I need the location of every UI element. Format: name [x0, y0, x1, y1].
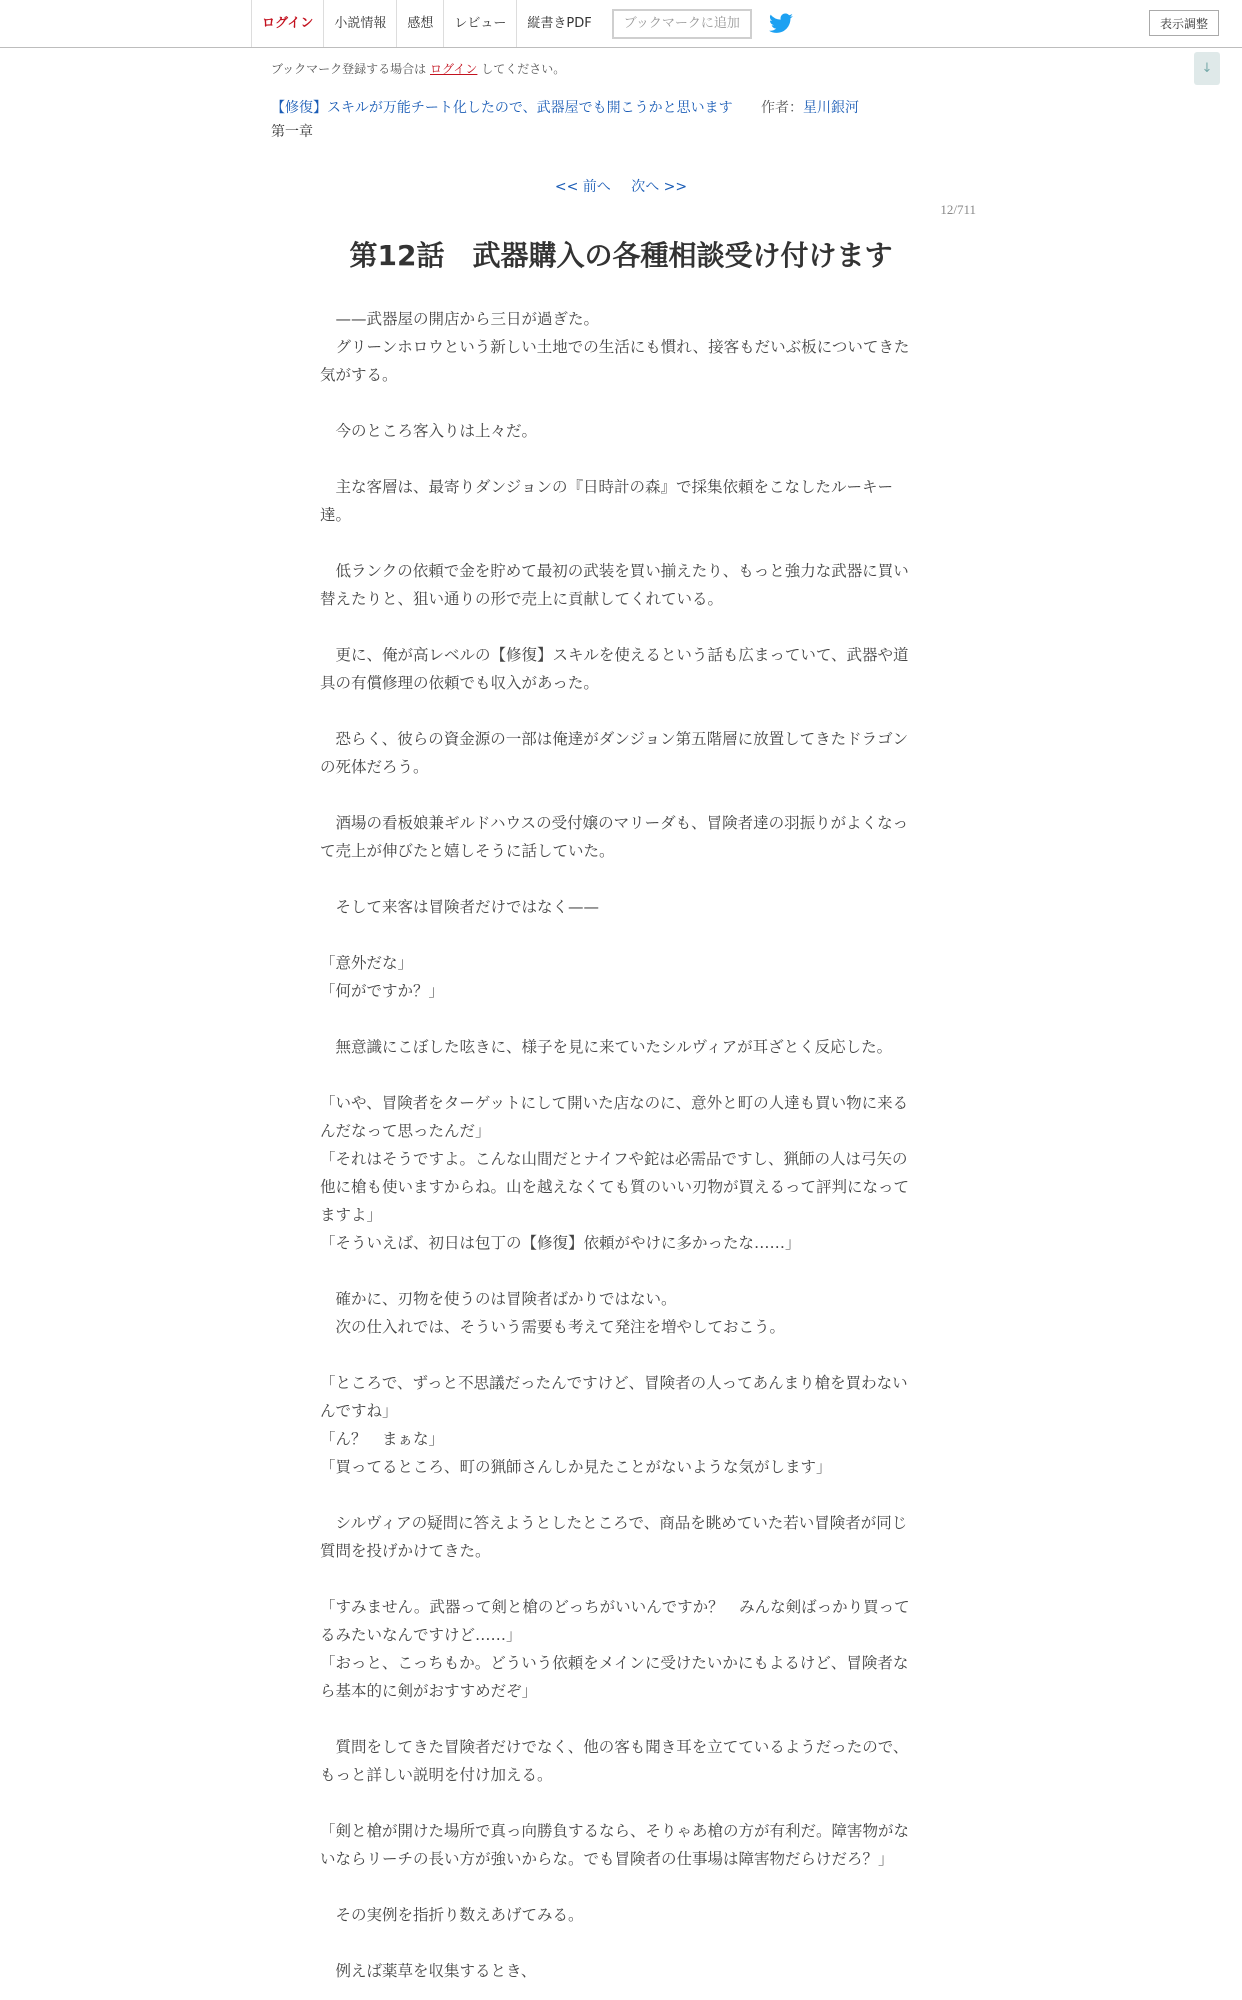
series-title-link[interactable]: 【修復】スキルが万能チート化したので、武器屋でも開こうかと思います [271, 100, 733, 116]
blank-line [320, 1565, 920, 1593]
paragraph: 「ところで、ずっと不思議だったんですけど、冒険者の人ってあんまり槍を買わないんですね」 [320, 1374, 908, 1420]
top-nav-bar [0, 0, 1242, 48]
notice-text-after: してください。 [481, 62, 566, 76]
paragraph: 「そういえば、初日は包丁の【修復】依頼がやけに多かったな……」 [320, 1234, 801, 1252]
paragraph: 質問をしてきた冒険者だけでなく、他の客も聞き耳を立てているようだったので、もっと詳しい説明を付け加える。 [320, 1738, 909, 1784]
paragraph: その実例を指折り数えあげてみる。 [320, 1906, 584, 1924]
paragraph: 次の仕入れでは、そういう需要も考えて発注を増やしておこう。 [320, 1318, 786, 1336]
blank-line [320, 1257, 920, 1285]
blank-line [320, 1929, 920, 1957]
author-label: 作者： [761, 100, 804, 116]
paragraph: 酒場の看板娘兼ギルドハウスの受付嬢のマリーダも、冒険者達の羽振りがよくなって売上が伸びたと嬉しそうに話していた。 [320, 814, 909, 860]
blank-line [320, 1705, 920, 1733]
paragraph: 今のところ客入りは上々だ。 [320, 422, 538, 440]
paragraph: 低ランクの依頼で金を貯めて最初の武装を買い揃えたり、もっと強力な武器に買い替えたりと、狙い通りの形で売上に貢献してくれている。 [320, 562, 909, 608]
paragraph: 「いや、冒険者をターゲットにして開いた店なのに、意外と町の人達も買い物に来るんだなって思ったんだ」 [320, 1094, 909, 1140]
blank-line [320, 1873, 920, 1901]
paragraph: 確かに、刃物を使うのは冒険者ばかりではない。 [320, 1290, 677, 1308]
blank-line [320, 1061, 920, 1089]
impressions-link[interactable]: 感想 [397, 0, 444, 47]
blank-line [320, 865, 920, 893]
paragraph: グリーンホロウという新しい土地での生活にも慣れ、接客もだいぶ板についてきた気がする。 [320, 338, 910, 384]
paragraph: 例えば薬草を収集するとき、 [320, 1962, 537, 1980]
page-count: 12/711 [940, 202, 976, 217]
blank-line [320, 529, 920, 557]
paragraph: 主な客層は、最寄りダンジョンの『日時計の森』で採集依頼をこなしたルーキー達。 [320, 478, 893, 524]
paragraph: シルヴィアの疑問に答えようとしたところで、商品を眺めていた若い冒険者が同じ質問を投げかけてきた。 [320, 1514, 908, 1560]
episode-title: 第12話 武器購入の各種相談受け付けます [349, 239, 893, 272]
paragraph: 「それはそうですよ。こんな山間だとナイフや鉈は必需品ですし、猟師の人は弓矢の他に槍も使いますからね。山を越えなくても質のいい刃物が買えるって評判になってますよ」 [320, 1150, 910, 1224]
novel-body [320, 305, 920, 1985]
novel-info-link[interactable]: 小説情報 [324, 0, 397, 47]
review-link[interactable]: レビュー [444, 0, 517, 47]
blank-line [320, 1789, 920, 1817]
paragraph: 更に、俺が高レベルの【修復】スキルを使えるという話も広まっていて、武器や道具の有償修理の依頼でも収入があった。 [320, 646, 909, 692]
author-link[interactable]: 星川銀河 [803, 100, 860, 116]
paragraph: 恐らく、彼らの資金源の一部は俺達がダンジョン第五階層に放置してきたドラゴンの死体だろう。 [320, 730, 909, 776]
paragraph: 「何がですか？」 [320, 982, 445, 1000]
login-link[interactable]: ログイン [251, 0, 324, 47]
paragraph: 「買ってるところ、町の猟師さんしか見たことがないような気がします」 [320, 1458, 832, 1476]
paragraph: 無意識にこぼした呟きに、様子を見に来ていたシルヴィアが耳ざとく反応した。 [320, 1038, 893, 1056]
bookmark-notice [271, 60, 565, 77]
paragraph: 「ん？ まぁな」 [320, 1430, 445, 1448]
blank-line [320, 697, 920, 725]
nav-menu [251, 0, 794, 47]
scroll-down-button[interactable]: ↓ [1194, 52, 1220, 85]
notice-text-before: ブックマーク登録する場合は [271, 62, 427, 76]
series-info [271, 97, 859, 117]
pager [0, 176, 1242, 196]
blank-line [320, 921, 920, 949]
add-bookmark-button[interactable]: ブックマークに追加 [612, 9, 752, 39]
paragraph: 「剣と槍が開けた場所で真っ向勝負するなら、そりゃあ槍の方が有利だ。障害物がないならリーチの長い方が強いからな。でも冒険者の仕事場は障害物だらけだろ？」 [320, 1822, 910, 1868]
blank-line [320, 781, 920, 809]
paragraph: 「おっと、こっちもか。どういう依頼をメインに受けたいかにもよるけど、冒険者なら基本的に剣がおすすめだぞ」 [320, 1654, 909, 1700]
paragraph: 「すみません。武器って剣と槍のどっちがいいんですか？ みんな剣ばっかり買ってるみたいなんですけど……」 [320, 1598, 910, 1644]
twitter-icon[interactable] [768, 11, 794, 37]
blank-line [320, 613, 920, 641]
paragraph: そして来客は冒険者だけではなく—— [320, 898, 600, 916]
chapter-title: 第一章 [271, 124, 313, 140]
display-settings-button[interactable]: 表示調整 [1149, 10, 1219, 36]
blank-line [320, 389, 920, 417]
blank-line [320, 445, 920, 473]
prev-page-link[interactable]: << 前へ [554, 179, 611, 195]
vertical-pdf-link[interactable]: 縦書きPDF [527, 16, 592, 31]
notice-login-link[interactable]: ログイン [430, 62, 478, 76]
paragraph: 「意外だな」 [320, 954, 414, 972]
blank-line [320, 1341, 920, 1369]
next-page-link[interactable]: 次へ >> [631, 179, 688, 195]
blank-line [320, 1005, 920, 1033]
paragraph: ——武器屋の開店から三日が過ぎた。 [320, 310, 600, 328]
blank-line [320, 1481, 920, 1509]
